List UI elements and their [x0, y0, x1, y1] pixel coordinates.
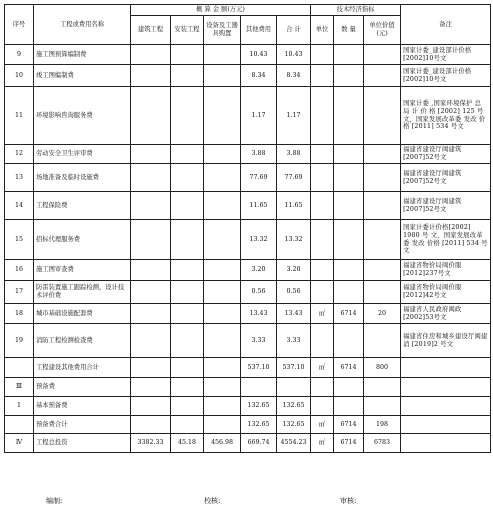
cell-seq: 14: [5, 192, 34, 220]
header-total: 合 计: [277, 16, 311, 45]
cell-total: 132.65: [277, 416, 311, 434]
cell-qty: 6714: [334, 304, 364, 324]
cell-unit: [311, 281, 334, 304]
cell-install: [171, 416, 204, 434]
cell-total: 13.43: [277, 304, 311, 324]
cell-qty: [334, 164, 364, 192]
cell-unit-price: [364, 260, 401, 281]
cell-unit-price: [364, 164, 401, 192]
cell-name: 工程建设其他费用合计: [34, 358, 131, 378]
cell-unit-price: [364, 281, 401, 304]
cell-total: [277, 378, 311, 397]
cell-remark: 福建省建设厅闽建筑[2007]52号文: [401, 145, 491, 164]
cell-unit: [311, 65, 334, 87]
cell-qty: [334, 87, 364, 145]
cell-unit: [311, 87, 334, 145]
cell-total: 11.65: [277, 192, 311, 220]
cell-install: [171, 358, 204, 378]
cell-equipment: [204, 260, 241, 281]
cell-unit-price: 198: [364, 416, 401, 434]
cell-equipment: [204, 45, 241, 65]
cell-remark: 福建省建设厅闽建筑[2007]52号文: [401, 164, 491, 192]
cell-name: 竣工图编制费: [34, 65, 131, 87]
cell-seq: Ⅲ: [5, 378, 34, 397]
cell-construction: [131, 397, 171, 416]
cell-name: 劳动安全卫生评审费: [34, 145, 131, 164]
table-row: [5, 358, 491, 378]
cell-unit: [311, 378, 334, 397]
header-qty: 数 量: [334, 16, 364, 45]
cell-unit: ㎡: [311, 416, 334, 434]
cell-construction: [131, 45, 171, 65]
cell-seq: 18: [5, 304, 34, 324]
cell-unit: ㎡: [311, 304, 334, 324]
cell-other: 669.74: [241, 434, 277, 453]
cell-unit-price: [364, 87, 401, 145]
cell-equipment: [204, 192, 241, 220]
cell-remark: 国家计委_建设部计价格[2002]10号文: [401, 65, 491, 87]
cell-remark: 福建省建设厅闽建筑[2007]52号文: [401, 192, 491, 220]
cell-qty: [334, 45, 364, 65]
cell-install: [171, 192, 204, 220]
cell-unit: [311, 220, 334, 260]
header-name: 工程或费用名称: [34, 5, 131, 45]
cell-remark: 福建省住房和城乡建设厅闽建消 [2019]2 号文: [401, 324, 491, 358]
header-install: 安装工程: [171, 16, 204, 45]
cell-total: 8.34: [277, 65, 311, 87]
cell-name: 城市基础设施配套费: [34, 304, 131, 324]
cell-total: 537.10: [277, 358, 311, 378]
cell-install: [171, 304, 204, 324]
cell-construction: [131, 87, 171, 145]
cell-total: 10.43: [277, 45, 311, 65]
cell-remark: 国家计委 ,国家环境保护 总 局 计 价 格 [2002] 125 号 文，国家发展改革委 发改 价格 [2011] 534 号文: [401, 87, 491, 145]
cell-other: 3.20: [241, 260, 277, 281]
header-unit-price: 单位价值(元): [364, 16, 401, 45]
cell-other: 537.10: [241, 358, 277, 378]
cell-remark: [401, 397, 491, 416]
table-row: [5, 164, 491, 192]
cell-name: 环境影响咨询服务费: [34, 87, 131, 145]
table-body: [5, 45, 491, 453]
table-row: [5, 378, 491, 397]
cell-total: 13.32: [277, 220, 311, 260]
reviewer-label: 审核:: [340, 497, 357, 505]
header-equipment: 设备及工器具购置: [204, 16, 241, 45]
cell-unit: [311, 45, 334, 65]
header-row-1: [5, 5, 491, 16]
cell-seq: 1: [5, 397, 34, 416]
cell-qty: [334, 324, 364, 358]
cell-equipment: [204, 281, 241, 304]
cell-equipment: [204, 164, 241, 192]
cell-seq: 16: [5, 260, 34, 281]
cell-other: 11.65: [241, 192, 277, 220]
cell-unit-price: [364, 65, 401, 87]
cell-name: 基本预备费: [34, 397, 131, 416]
header-tech-group: 技术经济指标: [311, 5, 401, 16]
cell-unit: ㎡: [311, 358, 334, 378]
header-unit: 单位: [311, 16, 334, 45]
cell-unit-price: [364, 220, 401, 260]
cell-equipment: [204, 397, 241, 416]
cell-name: 预备费: [34, 378, 131, 397]
cell-install: [171, 397, 204, 416]
cell-equipment: [204, 87, 241, 145]
cell-unit: [311, 145, 334, 164]
table-row: [5, 281, 491, 304]
cell-construction: [131, 145, 171, 164]
cell-seq: [5, 416, 34, 434]
cell-construction: 3382.33: [131, 434, 171, 453]
table-row: [5, 304, 491, 324]
cell-unit-price: [364, 145, 401, 164]
table-row: [5, 220, 491, 260]
cell-unit: [311, 324, 334, 358]
cell-construction: [131, 164, 171, 192]
cell-install: [171, 65, 204, 87]
cell-qty: 6714: [334, 434, 364, 453]
cell-construction: [131, 192, 171, 220]
checker-label: 校核:: [204, 497, 221, 505]
cell-construction: [131, 378, 171, 397]
cell-qty: [334, 397, 364, 416]
cell-unit-price: 800: [364, 358, 401, 378]
cell-name: 场地准备及临时设施费: [34, 164, 131, 192]
cell-unit: [311, 397, 334, 416]
cell-install: [171, 324, 204, 358]
cell-total: 0.56: [277, 281, 311, 304]
cell-total: 4554.23: [277, 434, 311, 453]
cell-install: [171, 220, 204, 260]
cell-total: 3.20: [277, 260, 311, 281]
cell-unit-price: [364, 324, 401, 358]
table-row: [5, 260, 491, 281]
cell-seq: 11: [5, 87, 34, 145]
cell-unit-price: 20: [364, 304, 401, 324]
cell-total: 132.65: [277, 397, 311, 416]
cell-other: 3.88: [241, 145, 277, 164]
cell-seq: 12: [5, 145, 34, 164]
cell-total: 3.33: [277, 324, 311, 358]
table-row: [5, 434, 491, 453]
cell-equipment: [204, 416, 241, 434]
editor-label: 编制:: [46, 497, 63, 505]
cell-qty: [334, 65, 364, 87]
cell-remark: [401, 378, 491, 397]
cell-construction: [131, 324, 171, 358]
cell-unit-price: 6783: [364, 434, 401, 453]
cell-construction: [131, 358, 171, 378]
cell-qty: [334, 192, 364, 220]
table-row: [5, 192, 491, 220]
cell-name: 招标代理服务费: [34, 220, 131, 260]
table-row: [5, 145, 491, 164]
cell-install: [171, 260, 204, 281]
cell-total: 3.88: [277, 145, 311, 164]
cell-unit: [311, 260, 334, 281]
cell-other: 10.43: [241, 45, 277, 65]
cell-equipment: [204, 220, 241, 260]
cell-qty: [334, 220, 364, 260]
table-row: [5, 87, 491, 145]
cell-other: 8.34: [241, 65, 277, 87]
cell-name: 消防工程检测检查费: [34, 324, 131, 358]
cell-construction: [131, 65, 171, 87]
table-row: [5, 324, 491, 358]
table-row: [5, 416, 491, 434]
cell-total: 77.69: [277, 164, 311, 192]
cell-equipment: [204, 324, 241, 358]
cell-other: [241, 378, 277, 397]
cell-remark: [401, 358, 491, 378]
cell-total: 1.17: [277, 87, 311, 145]
cell-seq: Ⅳ: [5, 434, 34, 453]
cell-install: [171, 87, 204, 145]
cell-equipment: [204, 304, 241, 324]
header-seq: 序号: [5, 5, 34, 45]
cell-unit: ㎡: [311, 434, 334, 453]
cell-unit: [311, 164, 334, 192]
cell-equipment: [204, 145, 241, 164]
cell-name: 工程总投资: [34, 434, 131, 453]
cell-name: 施工图预算编制费: [34, 45, 131, 65]
cell-construction: [131, 220, 171, 260]
cell-equipment: [204, 65, 241, 87]
cell-name: 施工图审查费: [34, 260, 131, 281]
cell-equipment: [204, 358, 241, 378]
cell-qty: [334, 145, 364, 164]
cell-other: 132.65: [241, 416, 277, 434]
cell-seq: 10: [5, 65, 34, 87]
cell-unit-price: [364, 378, 401, 397]
cell-seq: 19: [5, 324, 34, 358]
cell-other: 13.43: [241, 304, 277, 324]
cell-seq: 13: [5, 164, 34, 192]
cell-install: [171, 281, 204, 304]
cell-unit-price: [364, 192, 401, 220]
cell-qty: 6714: [334, 416, 364, 434]
cell-construction: [131, 304, 171, 324]
cell-qty: [334, 378, 364, 397]
cell-seq: 9: [5, 45, 34, 65]
cell-remark: 福建省人民政府闽政[2002]53号文: [401, 304, 491, 324]
cell-install: [171, 378, 204, 397]
cell-construction: [131, 260, 171, 281]
cell-install: 45.18: [171, 434, 204, 453]
table-row: [5, 397, 491, 416]
cell-unit-price: [364, 45, 401, 65]
cell-unit: [311, 192, 334, 220]
cell-other: 13.32: [241, 220, 277, 260]
cell-name: 预备费合计: [34, 416, 131, 434]
cell-qty: [334, 260, 364, 281]
cell-equipment: 456.98: [204, 434, 241, 453]
cell-remark: [401, 434, 491, 453]
cell-other: 77.69: [241, 164, 277, 192]
cell-install: [171, 164, 204, 192]
cell-name: 工程保险费: [34, 192, 131, 220]
cell-other: 132.65: [241, 397, 277, 416]
cell-remark: 国家计委计价格[2002] 1980 号 文，国家发展改革委 发改 价格 [2011] 534 号文: [401, 220, 491, 260]
header-remark: 备注: [401, 5, 491, 45]
cell-seq: 17: [5, 281, 34, 304]
header-other: 其他费用: [241, 16, 277, 45]
table-row: [5, 65, 491, 87]
cell-other: 3.33: [241, 324, 277, 358]
cell-seq: [5, 358, 34, 378]
table-row: [5, 45, 491, 65]
cell-install: [171, 45, 204, 65]
header-estimate-group: 概 算 金 额(万元): [131, 5, 311, 16]
cell-equipment: [204, 378, 241, 397]
cell-qty: 6714: [334, 358, 364, 378]
cell-other: 0.56: [241, 281, 277, 304]
header-construction: 建筑工程: [131, 16, 171, 45]
cell-construction: [131, 416, 171, 434]
cell-seq: 15: [5, 220, 34, 260]
cell-remark: [401, 416, 491, 434]
cell-other: 1.17: [241, 87, 277, 145]
cell-unit-price: [364, 397, 401, 416]
cell-install: [171, 145, 204, 164]
cell-remark: 福建省物价局闽价服[2012]237号文: [401, 260, 491, 281]
cell-qty: [334, 281, 364, 304]
cell-remark: 福建省物价局闽价服[2012]42号文: [401, 281, 491, 304]
cell-construction: [131, 281, 171, 304]
estimate-table: [4, 4, 491, 453]
cell-remark: 国家计委_建设部计价格[2002]10号文: [401, 45, 491, 65]
cell-name: 防雷装置施工跟踪检测，设计技术评价费: [34, 281, 131, 304]
